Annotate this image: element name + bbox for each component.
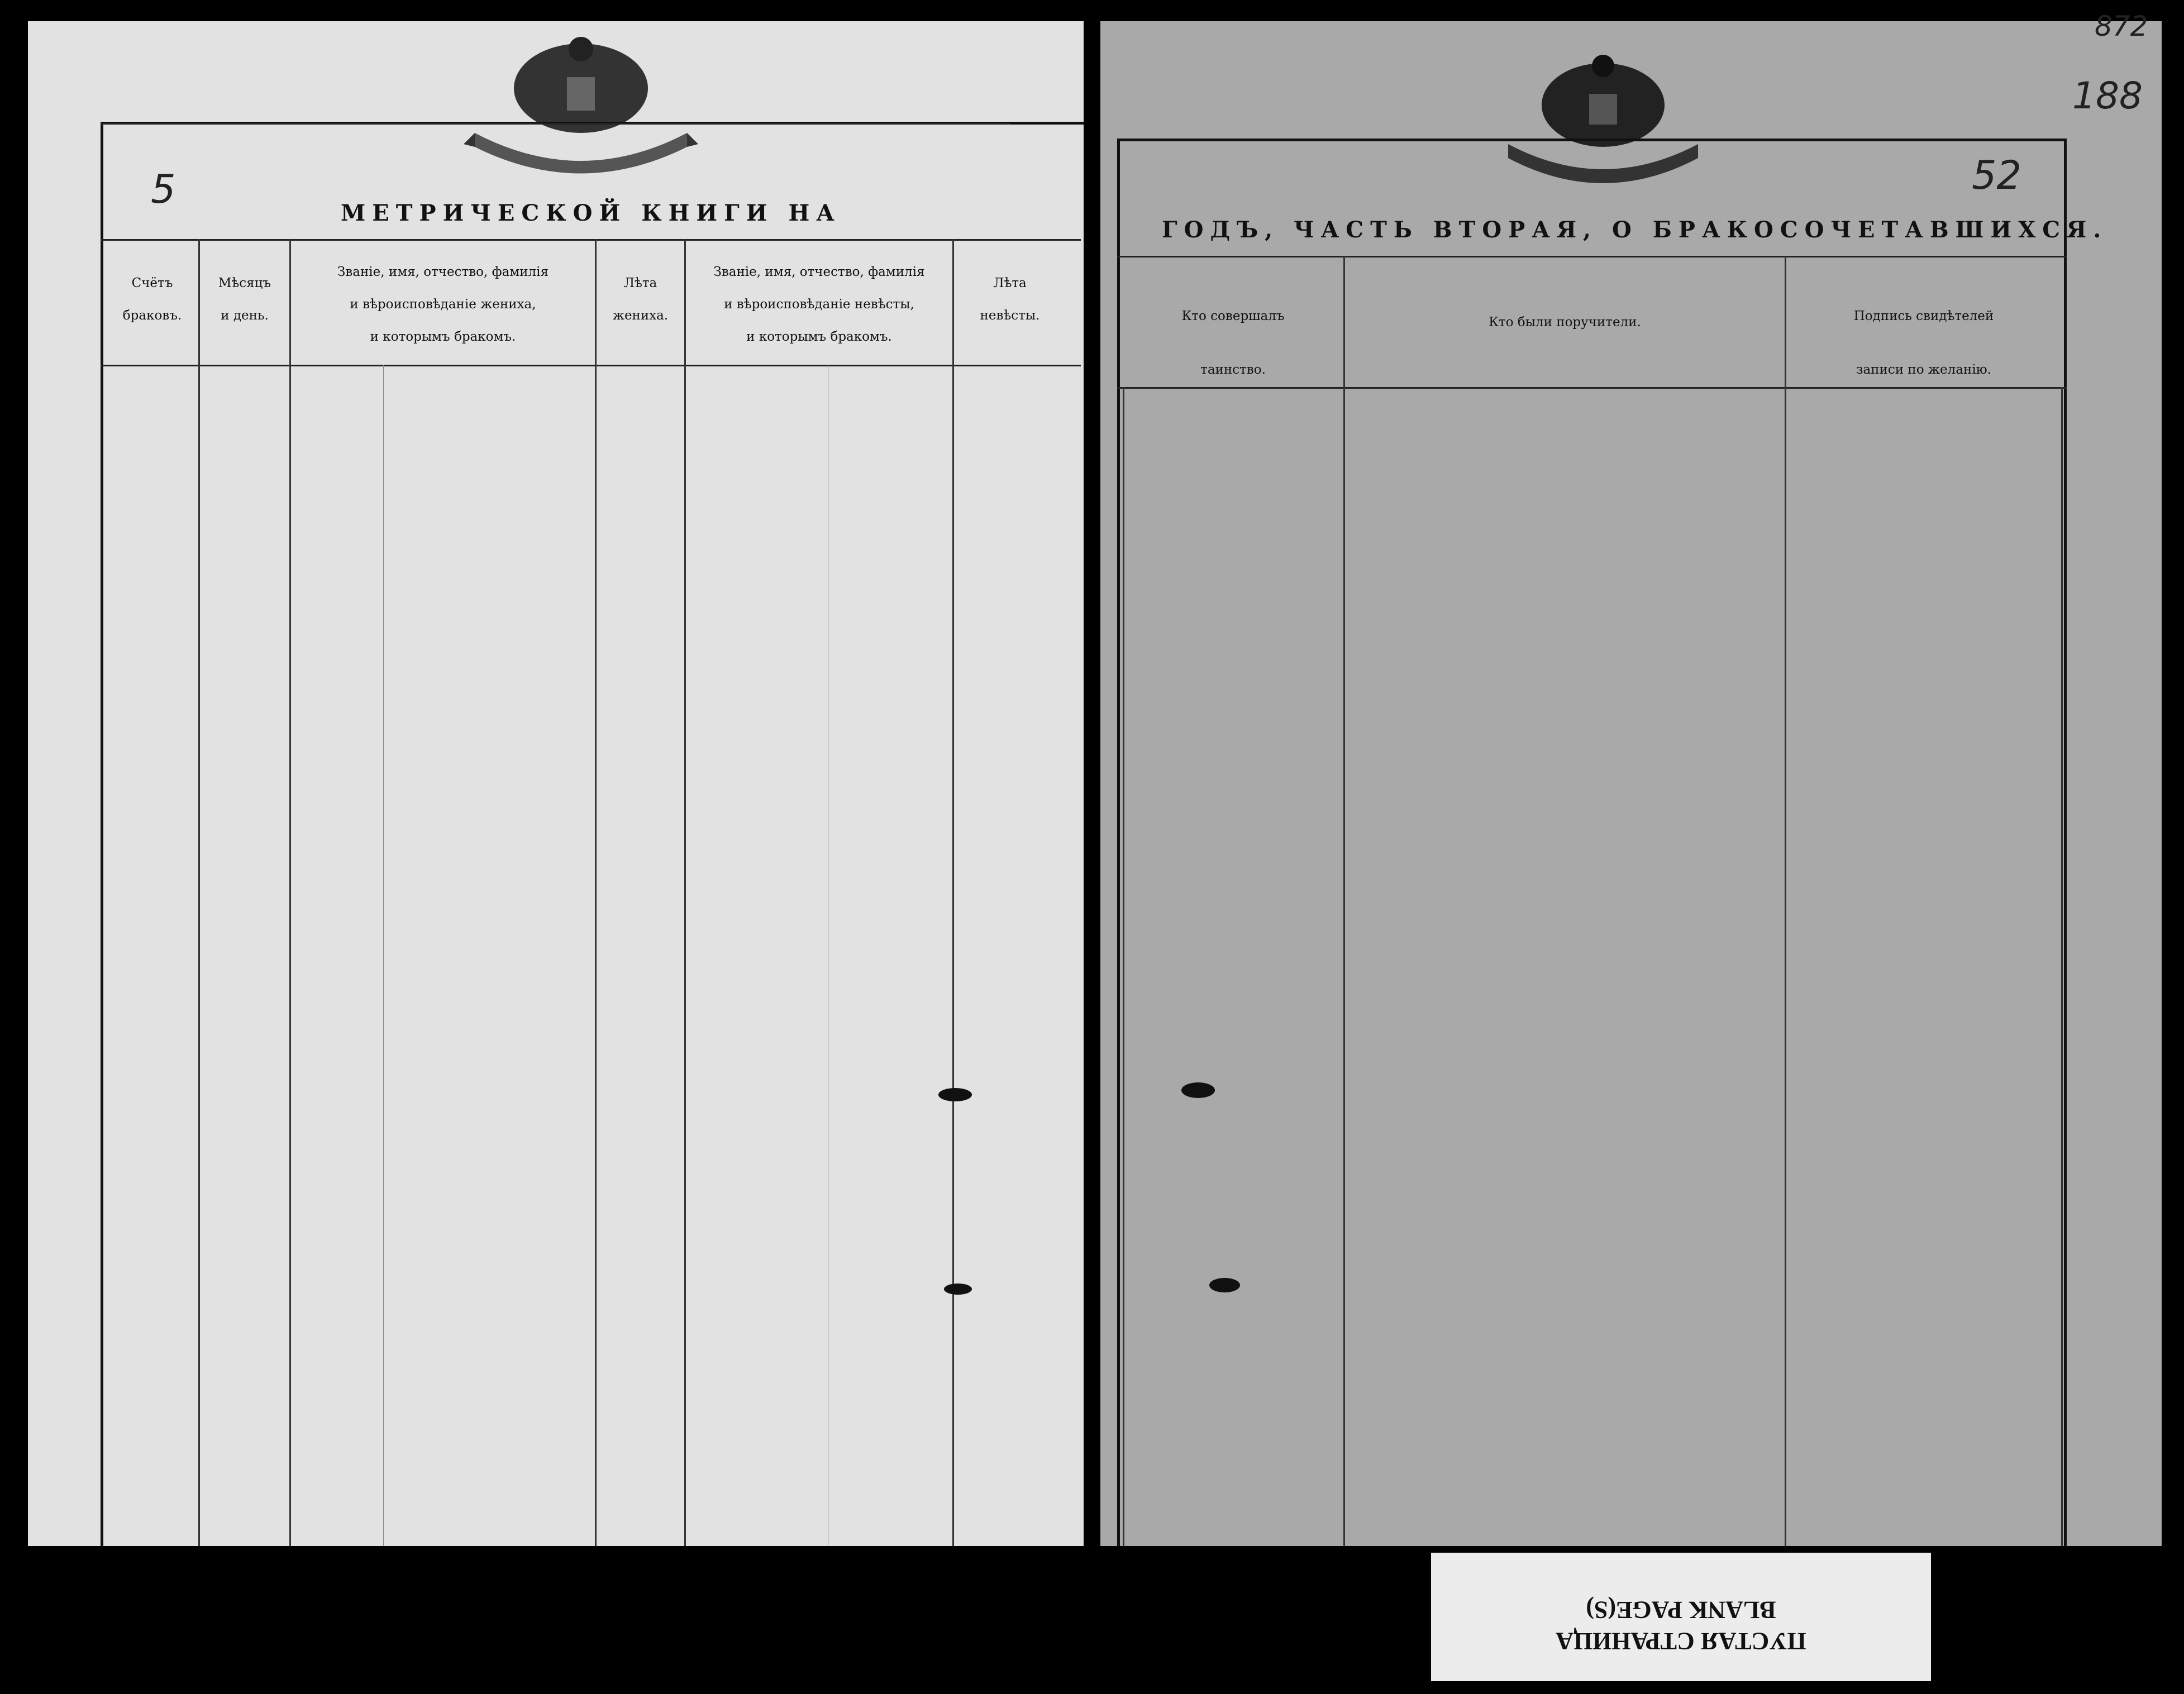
col-divider <box>684 239 686 1546</box>
archive-number: 188 <box>2072 74 2143 117</box>
binding-tear <box>944 1283 972 1295</box>
col-divider <box>1343 256 1345 1546</box>
title-rule <box>101 239 1081 241</box>
col-header-witnesses: Подпись свидѣтелей записи по желанію. <box>1853 309 1994 377</box>
col-header-groom-age: Лѣта жениха. <box>612 276 669 323</box>
col-subdivider <box>383 365 384 1546</box>
right-page-title: ГОДЪ, ЧАСТЬ ВТОРАЯ, О БРАКОСОЧЕТАВШИХСЯ. <box>1162 217 2108 243</box>
binding-tear <box>938 1088 972 1101</box>
title-rule <box>1117 256 2067 257</box>
left-page-title: МЕТРИЧЕСКОЙ КНИГИ НА <box>341 200 841 226</box>
page-number: 52 <box>1972 152 2022 198</box>
col-divider <box>289 239 291 1546</box>
blank-page-stamp <box>1431 1553 1931 1681</box>
stamp-line-english: BLANK PAGE(S) <box>1586 1596 1776 1624</box>
corner-number: 872 <box>2095 10 2148 42</box>
col-header-date: Мѣсяцъ и день. <box>218 276 271 323</box>
binding-tear <box>1209 1278 1240 1292</box>
col-divider <box>2061 387 2063 1546</box>
binding-tear <box>1181 1082 1215 1098</box>
top-rule <box>101 123 1011 125</box>
right-page <box>1100 10 2162 1546</box>
col-header-bride: Званіе, имя, отчество, фамилія и вѣроисповѣданіе невѣсты, и которымъ бракомъ. <box>713 265 925 344</box>
col-header-bride-age: Лѣта невѣсты. <box>980 276 1040 323</box>
col-divider <box>198 239 200 1546</box>
col-header-groom: Званіе, имя, отчество, фамилія и вѣроисповѣданіе жениха, и которымъ бракомъ. <box>337 265 549 344</box>
header-rule <box>101 365 1081 366</box>
col-divider <box>952 239 954 1546</box>
col-divider <box>1785 256 1786 1546</box>
left-page <box>28 21 1084 1546</box>
stamp-line-russian: ПУСТАЯ СТРАНИЦА <box>1556 1628 1806 1655</box>
col-header-count: Счётъ браковъ. <box>122 276 182 323</box>
col-header-sponsors: Кто были поручители. <box>1489 315 1641 330</box>
col-header-officiant: Кто совершалъ таинство. <box>1181 309 1285 377</box>
col-divider <box>1123 387 1124 1546</box>
col-divider <box>595 239 597 1546</box>
margin-note: 5 <box>151 166 176 212</box>
